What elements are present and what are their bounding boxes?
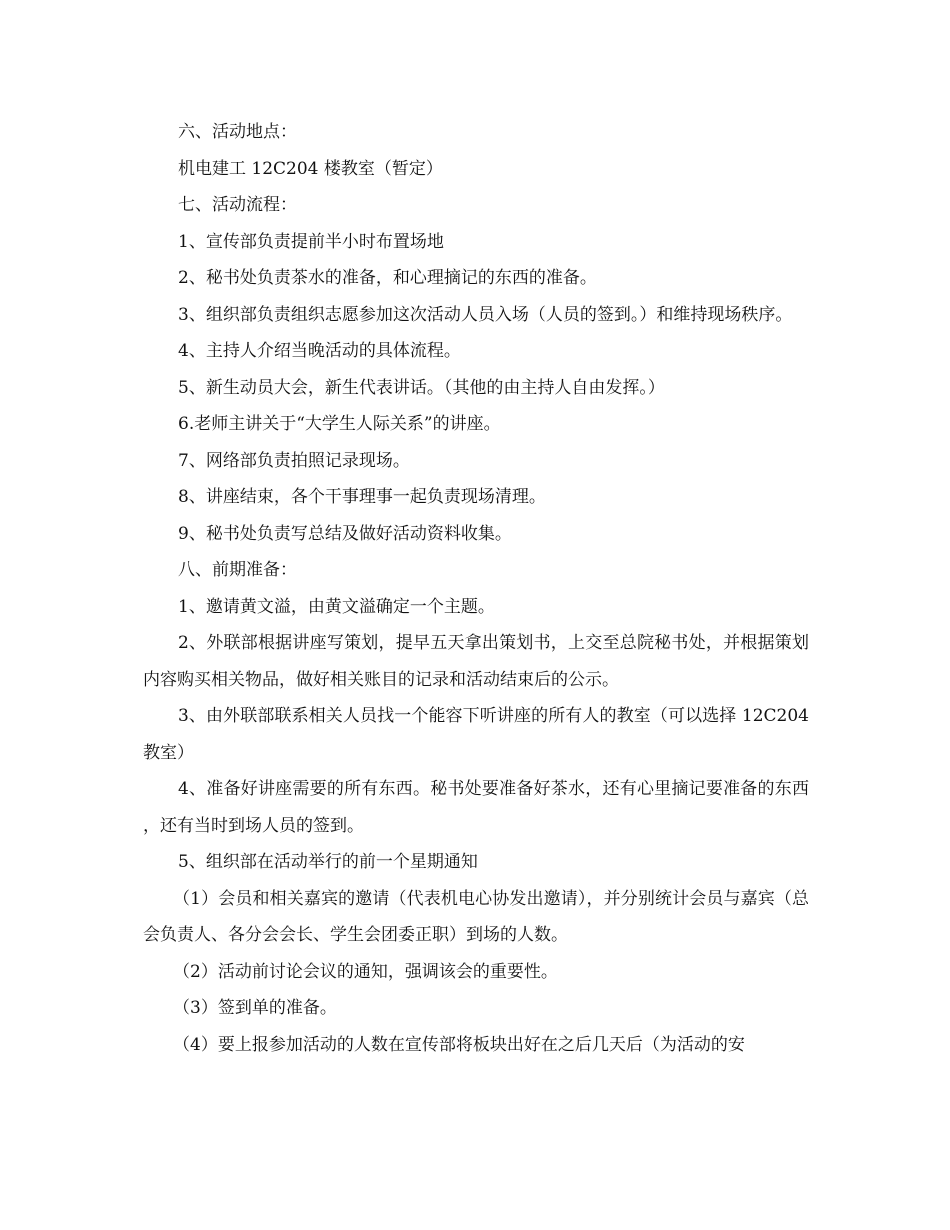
notice-item-3: （3）签到单的准备。 xyxy=(173,998,337,1018)
preparation-step-5: 5、组织部在活动举行的前一个星期通知 xyxy=(178,852,478,872)
process-step-4: 4、主持人介绍当晚活动的具体流程。 xyxy=(178,341,461,361)
process-step-6: 6.老师主讲关于“大学生人际关系”的讲座。 xyxy=(178,414,501,434)
section-heading-process: 七、活动流程： xyxy=(178,195,297,215)
section-heading-location: 六、活动地点： xyxy=(178,122,297,142)
document-body xyxy=(143,114,809,1063)
process-step-2: 2、秘书处负责茶水的准备，和心理摘记的东西的准备。 xyxy=(178,268,597,288)
process-step-7: 7、网络部负责拍照记录现场。 xyxy=(178,450,410,471)
process-step-9: 9、秘书处负责写总结及做好活动资料收集。 xyxy=(178,523,512,544)
notice-item-2: （2）活动前讨论会议的通知，强调该会的重要性。 xyxy=(173,961,558,982)
location-text: 机电建工 12C204 楼教室（暂定） xyxy=(178,158,443,179)
notice-item-1: （1）会员和相关嘉宾的邀请（代表机电心协发出邀请），并分别统计会员与嘉宾（总会负责人、各分会会长、学生会团委正职）到场的人数。 xyxy=(143,888,809,945)
process-step-8: 8、讲座结束，各个干事理事一起负责现场清理。 xyxy=(178,487,546,507)
notice-item-4: （4）要上报参加活动的人数在宣传部将板块出好在之后几天后（为活动的安 xyxy=(173,1034,745,1055)
section-heading-preparation: 八、前期准备： xyxy=(178,560,297,580)
preparation-step-2: 2、外联部根据讲座写策划，提早五天拿出策划书，上交至总院秘书处，并根据策划内容购买相关物品，做好相关账目的记录和活动结束后的公示。 xyxy=(143,633,809,690)
process-step-3: 3、组织部负责组织志愿参加这次活动人员入场（人员的签到。）和维持现场秩序。 xyxy=(178,304,793,325)
process-step-1: 1、宣传部负责提前半小时布置场地 xyxy=(178,231,444,252)
preparation-step-3: 3、由外联部联系相关人员找一个能容下听讲座的所有人的教室（可以选择 12C204 教室） xyxy=(143,706,809,763)
process-step-5: 5、新生动员大会，新生代表讲话。（其他的由主持人自由发挥。） xyxy=(178,377,665,398)
preparation-step-4: 4、准备好讲座需要的所有东西。秘书处要准备好茶水，还有心里摘记要准备的东西，还有当时到场人员的签到。 xyxy=(143,779,809,836)
preparation-step-1: 1、邀请黄文溢，由黄文溢确定一个主题。 xyxy=(178,596,495,617)
